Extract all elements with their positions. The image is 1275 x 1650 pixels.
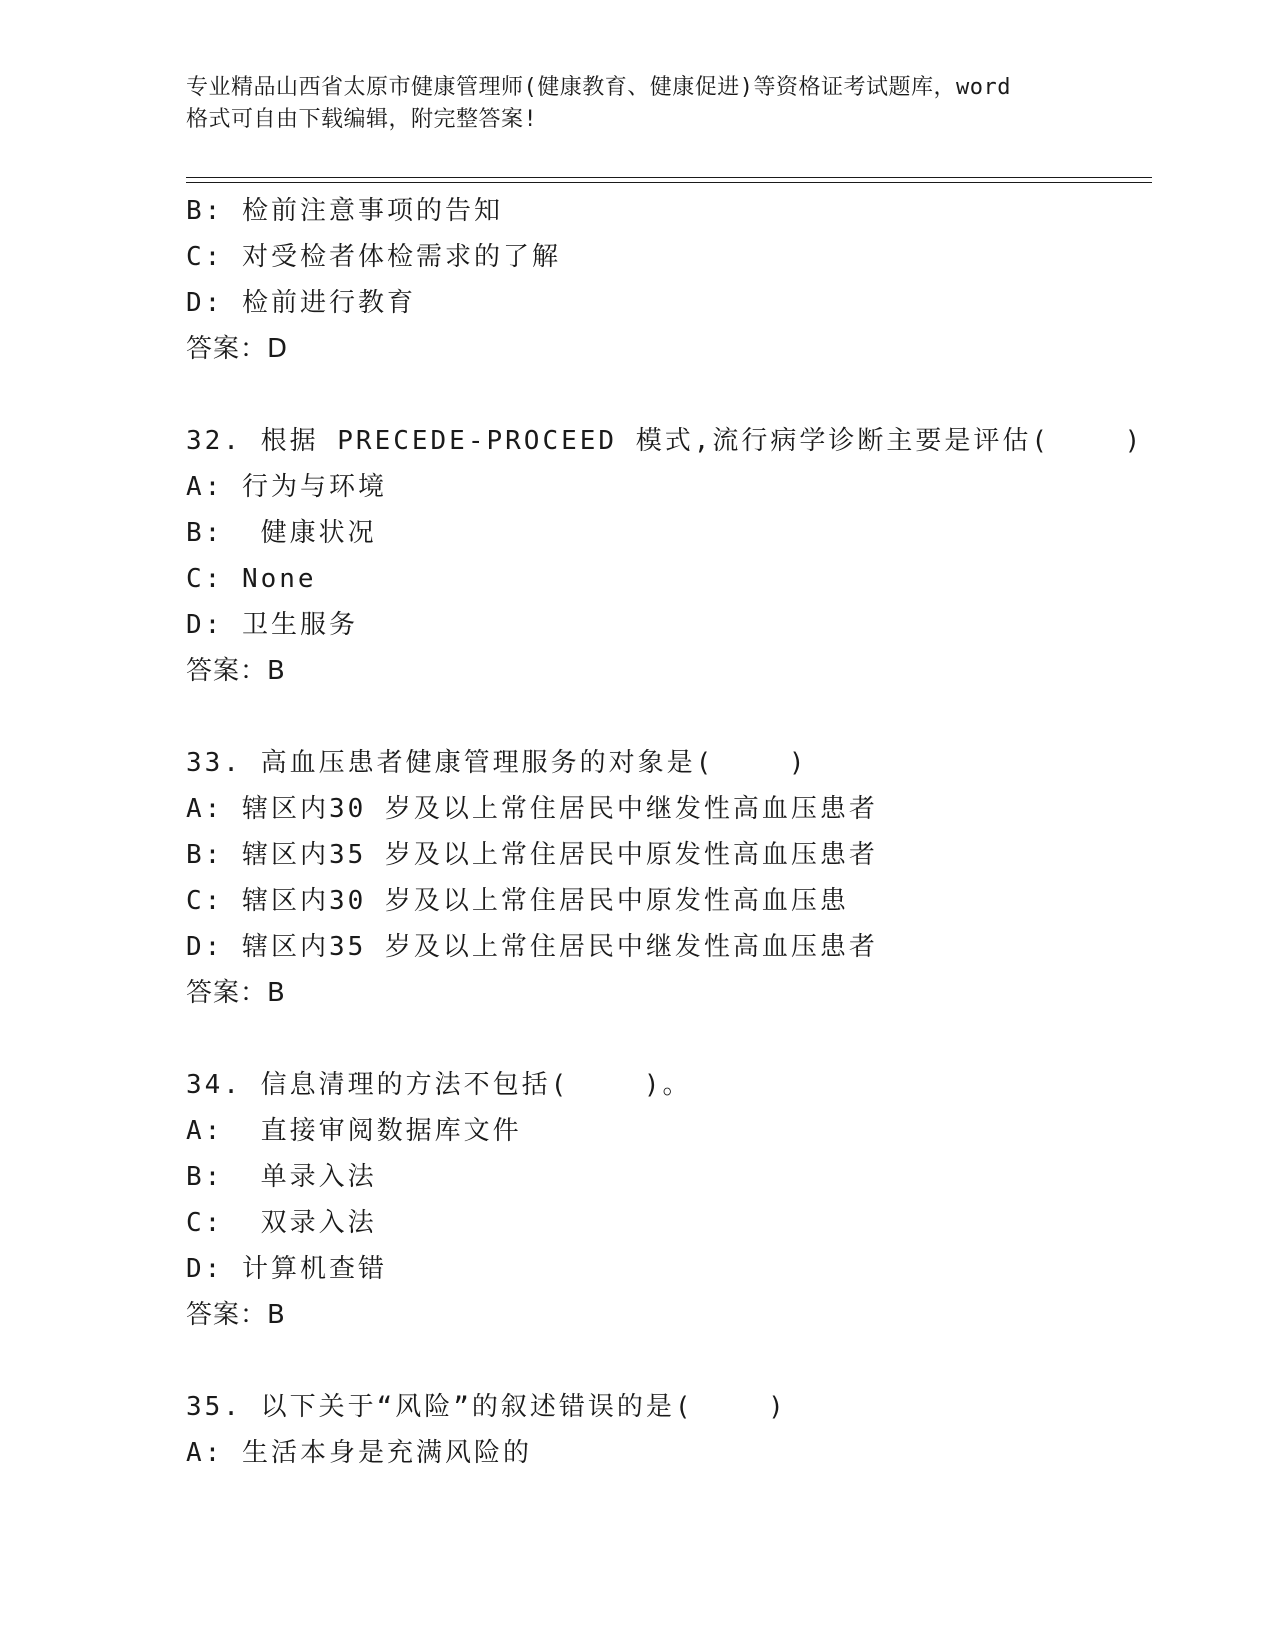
option-b: B: 健康状况 [186, 518, 377, 548]
question-text: 35. 以下关于“风险”的叙述错误的是( ) [186, 1392, 787, 1422]
header-line-1: 专业精品山西省太原市健康管理师(健康教育、健康促进)等资格证考试题库，word [186, 75, 1011, 100]
question-text: 33. 高血压患者健康管理服务的对象是( ) [186, 748, 808, 778]
option-a: A: 辖区内30 岁及以上常住居民中继发性高血压患者 [186, 794, 878, 824]
spacer [186, 372, 1152, 418]
spacer [186, 1338, 1152, 1384]
question-33 [186, 740, 1152, 1016]
header-line-2: 格式可自由下载编辑，附完整答案! [186, 107, 538, 132]
header-divider-top [186, 177, 1152, 178]
question-31 [186, 188, 1152, 372]
answer: 答案：B [186, 1300, 286, 1330]
option-d: D: 计算机查错 [186, 1254, 387, 1284]
question-list [186, 188, 1152, 1476]
option-d: D: 卫生服务 [186, 610, 358, 640]
spacer [186, 1016, 1152, 1062]
option-a: A: 行为与环境 [186, 472, 387, 502]
document-header [186, 72, 1086, 136]
option-b: B: 检前注意事项的告知 [186, 196, 503, 226]
option-a: A: 直接审阅数据库文件 [186, 1116, 522, 1146]
question-text: 32. 根据 PRECEDE-PROCEED 模式,流行病学诊断主要是评估( ) [186, 426, 1144, 456]
option-a: A: 生活本身是充满风险的 [186, 1438, 532, 1468]
option-d: D: 辖区内35 岁及以上常住居民中继发性高血压患者 [186, 932, 878, 962]
spacer [186, 694, 1152, 740]
option-b: B: 辖区内35 岁及以上常住居民中原发性高血压患者 [186, 840, 878, 870]
option-c: C: None [186, 564, 317, 594]
question-35 [186, 1384, 1152, 1476]
option-b: B: 单录入法 [186, 1162, 377, 1192]
option-c: C: 双录入法 [186, 1208, 377, 1238]
answer: 答案：D [186, 334, 289, 364]
option-c: C: 辖区内30 岁及以上常住居民中原发性高血压患 [186, 886, 849, 916]
answer: 答案：B [186, 978, 286, 1008]
option-c: C: 对受检者体检需求的了解 [186, 242, 561, 272]
answer: 答案：B [186, 656, 286, 686]
question-34 [186, 1062, 1152, 1338]
question-text: 34. 信息清理的方法不包括( )。 [186, 1070, 692, 1100]
question-32 [186, 418, 1152, 694]
header-divider-bottom [186, 182, 1152, 183]
option-d: D: 检前进行教育 [186, 288, 416, 318]
